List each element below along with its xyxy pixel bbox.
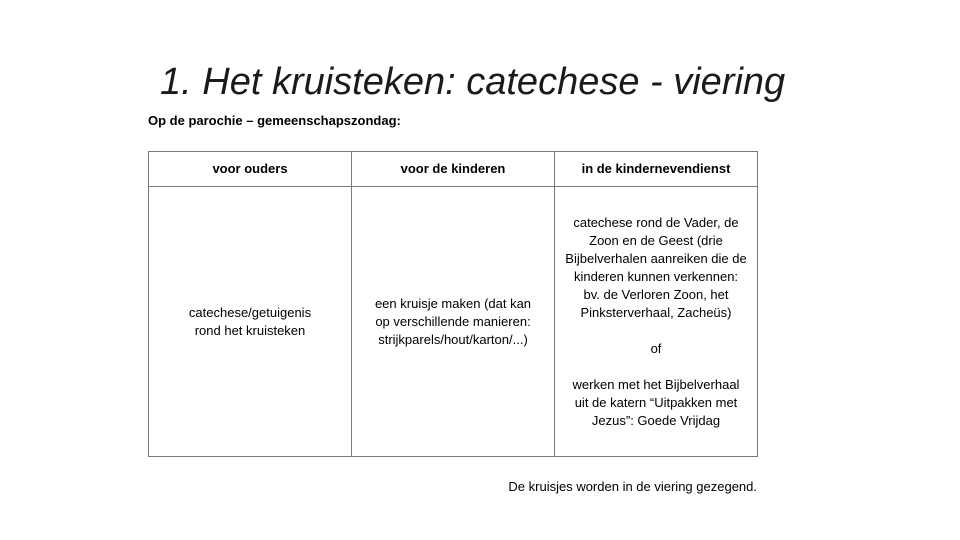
cell-parents-text: catechese/getuigenis rond het kruisteken bbox=[188, 304, 312, 338]
footnote: De kruisjes worden in de viering gezegend. bbox=[508, 479, 757, 494]
cell-parents bbox=[149, 187, 352, 457]
cell-childrens-service-option2: werken met het Bijbelverhaal uit de katern “Uitpakken met Jezus”: Goede Vrijdag bbox=[572, 376, 740, 428]
section-subheading: Op de parochie – gemeenschapszondag: bbox=[148, 113, 401, 128]
table-row bbox=[149, 187, 758, 457]
table-header-row bbox=[149, 152, 758, 187]
activities-table bbox=[148, 151, 758, 457]
cell-childrens-service-or: of bbox=[650, 340, 662, 356]
cell-childrens-service-option1: catechese rond de Vader, de Zoon en de Geest (drie Bijbelverhalen aanreiken die de kinderen kunnen verkennen: bv. de Verloren Zoon, het Pinksterverhaal, Zacheüs) bbox=[565, 214, 747, 320]
page-title: 1. Het kruisteken: catechese - viering bbox=[160, 61, 786, 103]
column-header-parents: voor ouders bbox=[149, 152, 352, 187]
cell-children bbox=[352, 187, 555, 457]
cell-childrens-service bbox=[555, 187, 758, 457]
cell-children-text: een kruisje maken (dat kan op verschillende manieren: strijkparels/hout/karton/...) bbox=[374, 295, 532, 347]
column-header-children: voor de kinderen bbox=[352, 152, 555, 187]
column-header-childrens-service: in de kindernevendienst bbox=[555, 152, 758, 187]
